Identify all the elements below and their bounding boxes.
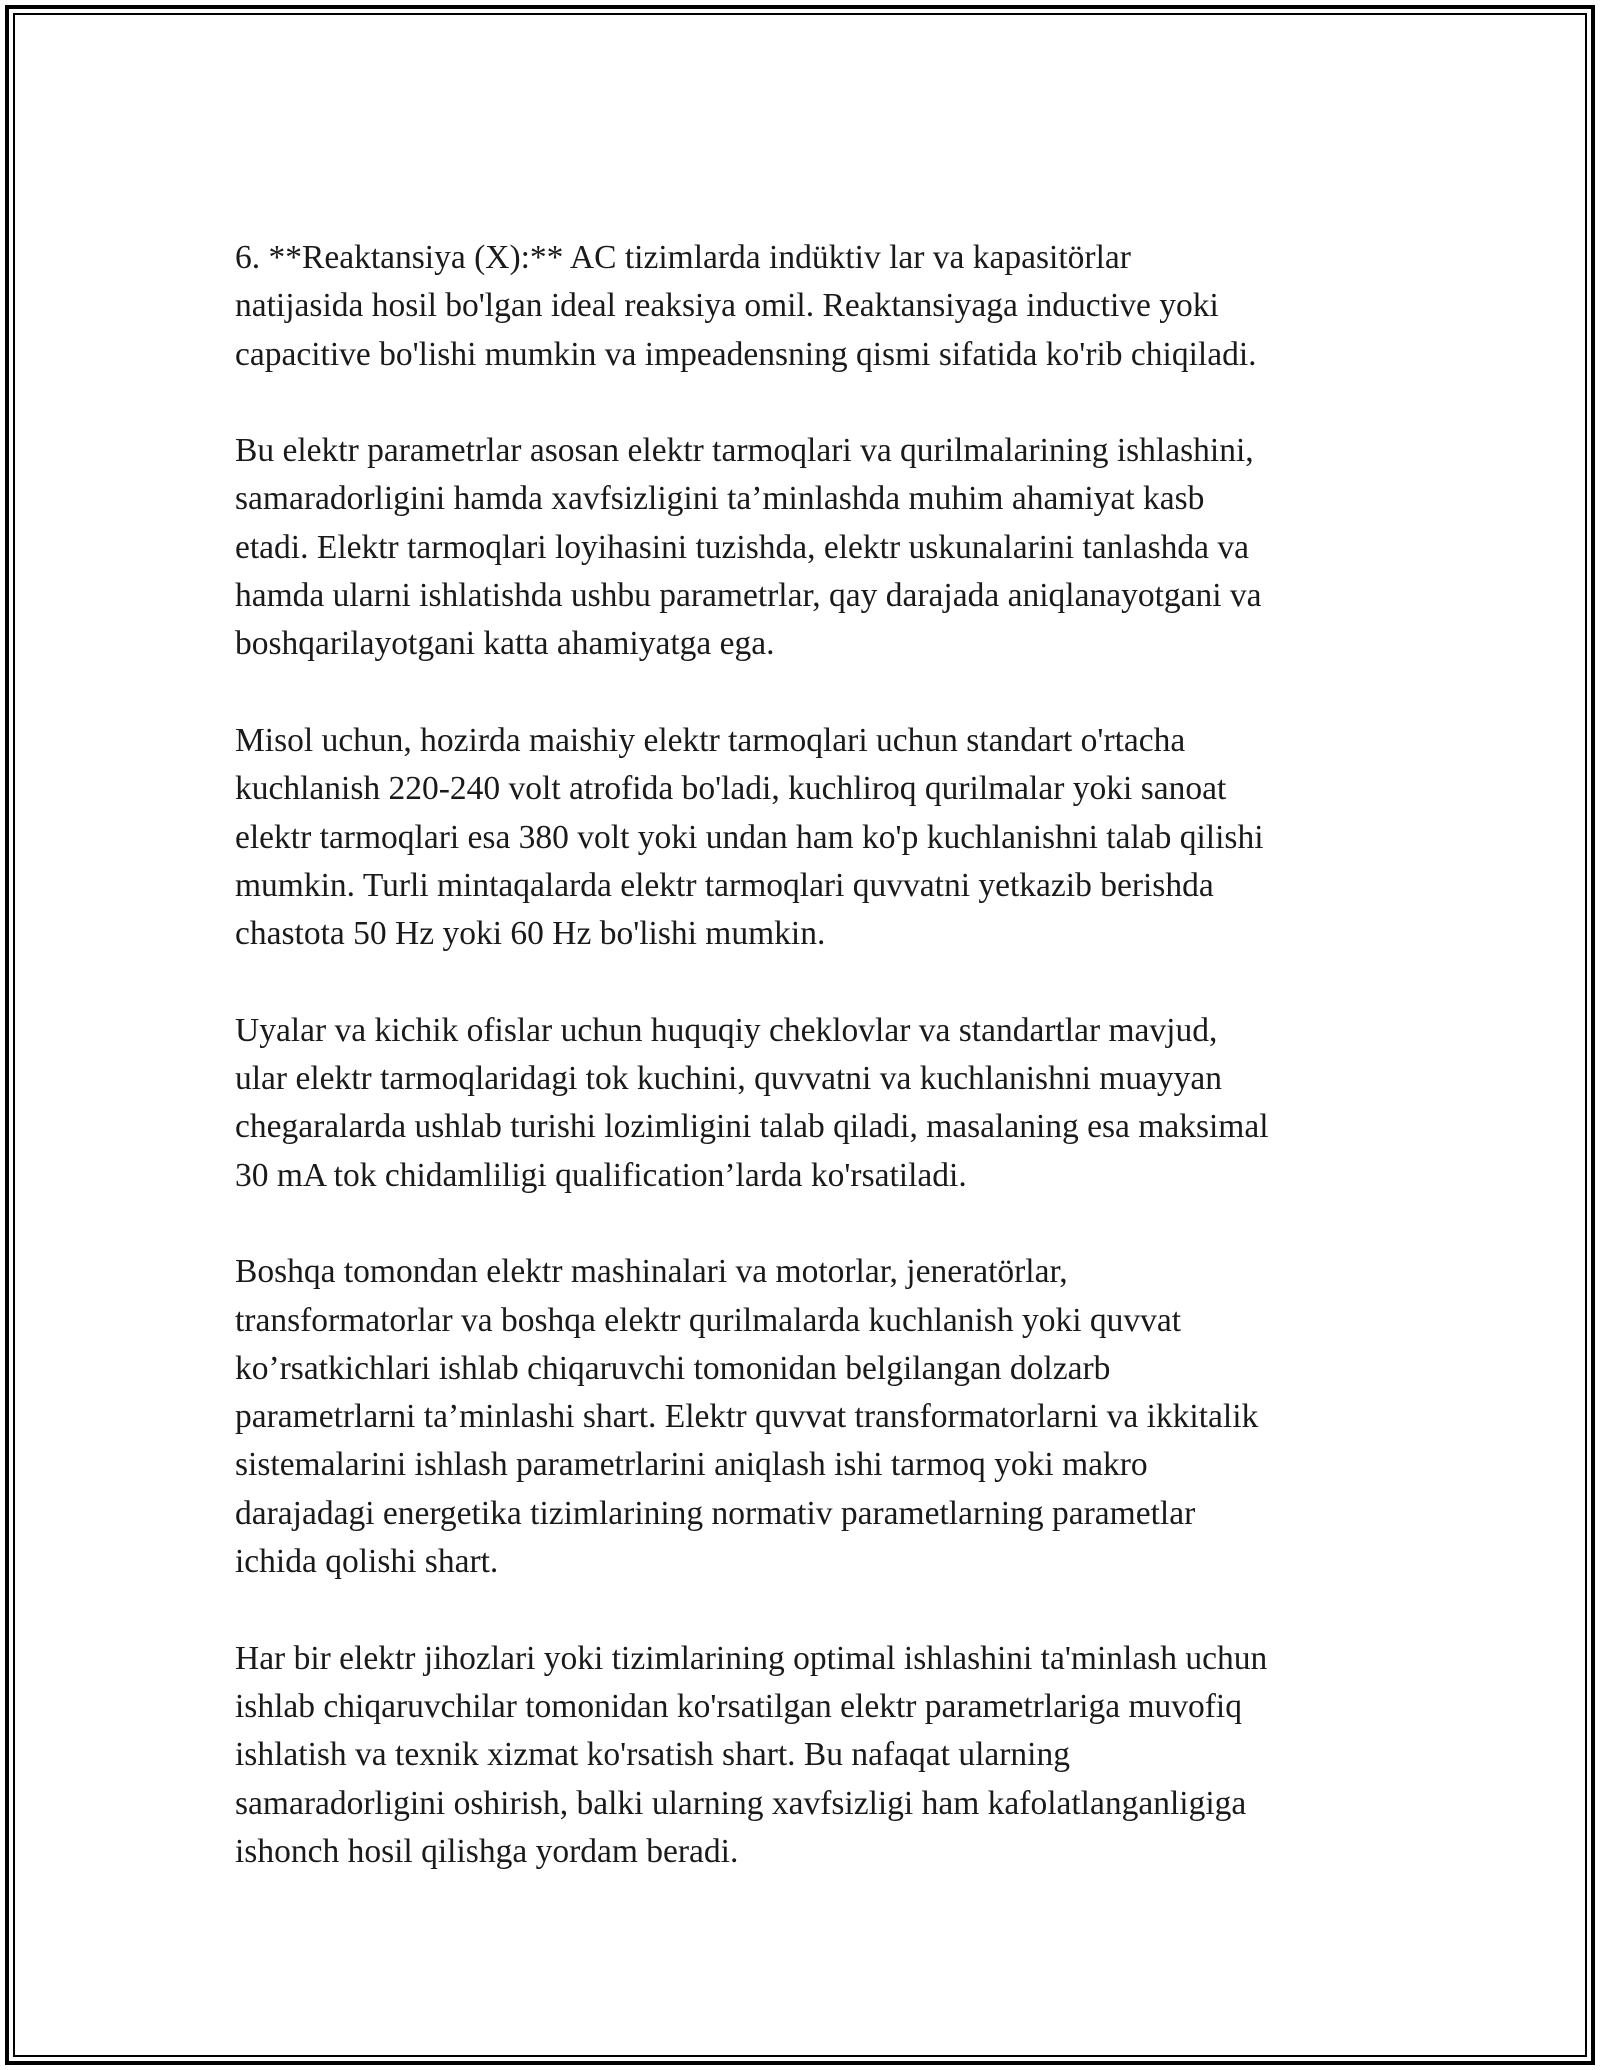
document-body — [235, 234, 1375, 1924]
paragraph-voltage-example: Misol uchun, hozirda maishiy elektr tarmoqlari uchun standart o'rtacha kuchlanish 220-240 volt atrofida bo'ladi, kuchliroq qurilmalar yoki sanoat elektr tarmoqlari esa 380 volt yoki undan ham ko'p kuchlanishni talab qilishi mumkin. Turli mintaqalarda elektr tarmoqlari quvvatni yetkazib berishda chastota 50 Hz yoki 60 Hz bo'lishi mumkin. — [235, 721, 1264, 953]
paragraph-machines: Boshqa tomondan elektr mashinalari va motorlar, jeneratörlar, transformatorlar va boshqa elektr qurilmalarda kuchlanish yoki quvvat ko’rsatkichlari ishlab chiqaruvchi tomonidan belgilangan dolzarb parametrlarni ta’minlashi shart. Elektr quvvat transformatorlarni va ikkitalik sistemalarini ishlash parametrlarini aniqlash ishi tarmoq yoki makro darajadagi energetika tizimlarining normativ parametlarning parametlar ichida qolishi shart. — [235, 1253, 1259, 1581]
paragraph-reactance: 6. **Reaktansiya (X):** AC tizimlarda indüktiv lar va kapasitörlar natijasida hosil bo'lgan ideal reaksiya omil. Reaktansiyaga inductive yoki capacitive bo'lishi mumkin va impeadensning qismi sifatida ko'rib chiqiladi. — [235, 239, 1257, 373]
paragraph-standards: Uyalar va kichik ofislar uchun huquqiy cheklovlar va standartlar mavjud, ular elektr tarmoqlaridagi tok kuchini, quvvatni va kuchlanishni muayyan chegaralarda ushlab turishi lozimligini talab qiladi, masalaning esa maksimal 30 mA tok chidamliligi qualification’larda ko'rsatiladi. — [235, 1011, 1269, 1194]
paragraph-parameters-importance: Bu elektr parametrlar asosan elektr tarmoqlari va qurilmalarining ishlashini, samaradorligini hamda xavfsizligini ta’minlashda muhim ahamiyat kasb etadi. Elektr tarmoqlari loyihasini tuzishda, elektr uskunalarini tanlashda va hamda ularni ishlatishda ushbu parametrlar, qay darajada aniqlanayotgani va boshqarilayotgani katta ahamiyatga ega. — [235, 432, 1262, 663]
paragraph-conclusion: Har bir elektr jihozlari yoki tizimlarining optimal ishlashini ta'minlash uchun ishlab chiqaruvchilar tomonidan ko'rsatilgan elektr parametrlariga muvofiq ishlatish va texnik xizmat ko'rsatish shart. Bu nafaqat ularning samaradorligini oshirish, balki ularning xavfsizligi ham kafolatlanganligiga ishonch hosil qilishga yordam beradi. — [235, 1639, 1268, 1870]
